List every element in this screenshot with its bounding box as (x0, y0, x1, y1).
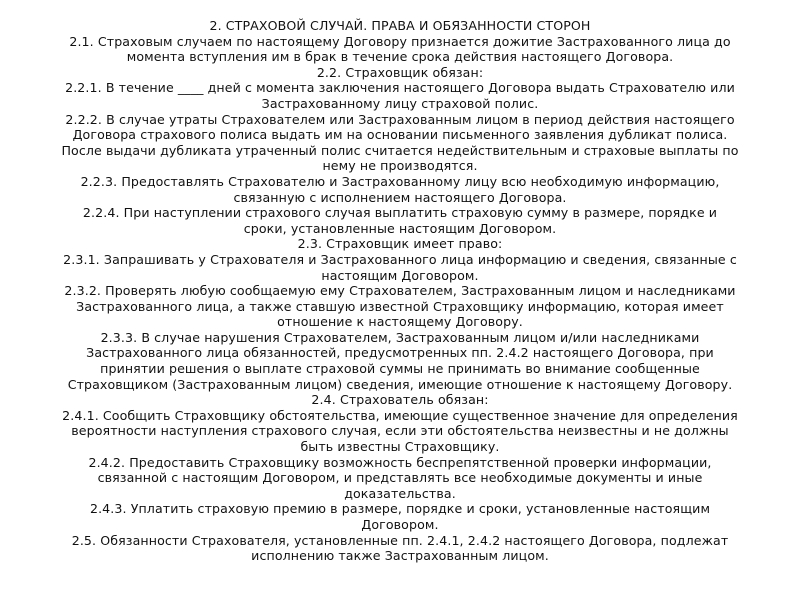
paragraph-2-2-2: 2.2.2. В случае утраты Страхователем или Застрахованным лицом в период действия настоящего Договора страхового полиса выдать им на основании письменного заявления дубликат полиса. (65, 111, 735, 143)
paragraph-2-3-1: 2.3.1. Запрашивать у Страхователя и Застрахованного лица информацию и сведения, связанные с настоящим Договором. (63, 251, 737, 283)
paragraph-2-2-1: 2.2.1. В течение ____ дней с момента заключения настоящего Договора выдать Страхователю или Застрахованному лицу страховой полис. (65, 80, 735, 111)
paragraph-2-1: 2.1. Страховым случаем по настоящему Договору признается дожитие Застрахованного лица до момента вступления им в брак в течение срока действия настоящего Договора. (69, 33, 731, 65)
subheading-2-4: 2.4. Страхователь обязан: (311, 392, 489, 408)
paragraph-2-2-3: 2.2.3. Предоставлять Страхователю и Застрахованному лицу всю необходимую информацию, связанную с исполнением настоящего Договора. (80, 173, 720, 205)
paragraph-2-3-2: 2.3.2. Проверять любую сообщаемую ему Страхователем, Застрахованным лицом и наследниками Застрахованного лица, а также ставшую известной Страховщику информацию, которая имеет отношение к настоящему Договору. (64, 283, 736, 330)
section-title: 2. СТРАХОВОЙ СЛУЧАЙ. ПРАВА И ОБЯЗАННОСТИ СТОРОН (209, 18, 591, 33)
paragraph-2-5: 2.5. Обязанности Страхователя, установленные пп. 2.4.1, 2.4.2 настоящего Договора, подлежат исполнению также Застрахованным лицом. (71, 532, 729, 564)
paragraph-duplicate-note: После выдачи дубликата утраченный полис считается недействительным и страховые выплаты по нему не производятся. (61, 142, 739, 174)
paragraph-2-4-2: 2.4.2. Предоставить Страховщику возможность беспрепятственной проверки информации, связанной с настоящим Договором, и представлять все необходимые документы и иные доказательства. (88, 454, 712, 501)
subheading-2-2: 2.2. Страховщик обязан: (316, 64, 484, 80)
paragraph-2-2-4: 2.2.4. При наступлении страхового случая выплатить страховую сумму в размере, порядке и сроки, установленные настоящим Договором. (82, 205, 718, 236)
subheading-2-3: 2.3. Страховщик имеет право: (297, 236, 503, 252)
paragraph-2-3-3: 2.3.3. В случае нарушения Страхователем, Застрахованным лицом и/или наследниками Застрахованного лица обязанностей, предусмотренных пп. 2.4.2 настоящего Договора, при принятии решения о выплате страховой суммы не принимать во внимание сообщенные Страховщиком (Застрахованным лицом) сведения, имеющие отношение к настоящему Договору. (67, 329, 733, 392)
document-body (60, 18, 740, 564)
paragraph-2-4-1: 2.4.1. Сообщить Страховщику обстоятельства, имеющие существенное значение для определения вероятности наступления страхового случая, если эти обстоятельства неизвестны и не должны быть известны Страховщику. (62, 407, 738, 455)
paragraph-2-4-3: 2.4.3. Уплатить страховую премию в размере, порядке и сроки, установленные настоящим Договором. (89, 501, 711, 532)
